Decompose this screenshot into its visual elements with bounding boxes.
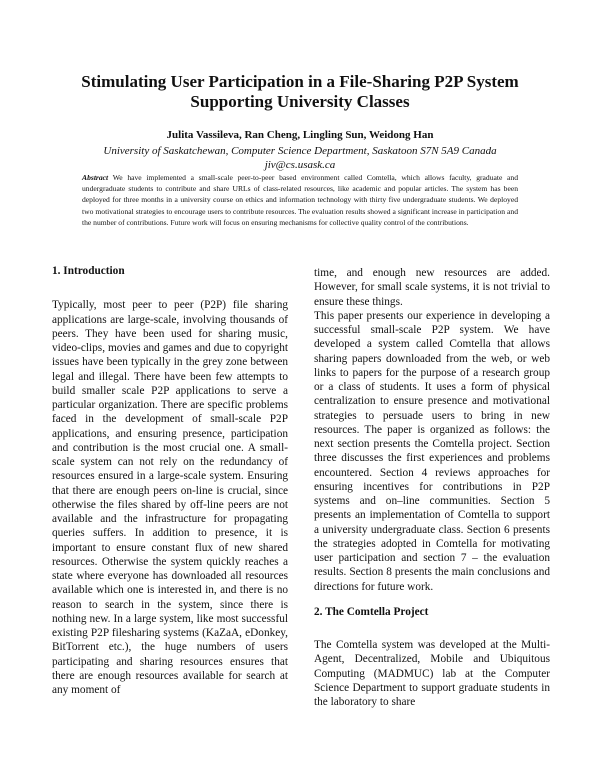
- introduction-paragraph: Typically, most peer to peer (P2P) file sharing applications are large-scale, involving thousands of peers. They have been used for sharing music, video-clips, movies and games and due to copyright issues have been typically in the grey zone between legal and illegal. There have been few attempts to build smaller scale P2P applications to serve a particular organization. There are specific problems faced in the development of small-scale P2P applications, and ensuring presence, participation and contribution is the most crucial one. A small-scale system can not rely on the redundancy of resources ensured in a large-scale system. Ensuring that there are enough peers on-line is crucial, since otherwise the files shared by off-line peers are not available and the infrastructure for propagating queries suffers. In addition to presence, it is important to ensure constant flux of new shared resources. Otherwise the system quickly reaches a state where everyone has downloaded all resources available which one is interested in, and there is no reason to search in the system, since there is nothing new. In a large system, like most successful existing P2P filesharing systems (KaZaA, eDonkey, BitTorrent etc.), the huge numbers of users participating and sharing resources ensures that there are enough resources available for search at any moment of: [52, 299, 288, 696]
- paper-title: Stimulating User Participation in a File-Sharing P2P System Supporting University Classes: [81, 72, 519, 111]
- paper-email: jiv@cs.usask.ca: [264, 159, 336, 171]
- left-column: [52, 264, 288, 697]
- section-heading-introduction: 1. Introduction: [52, 265, 125, 277]
- abstract-block: [82, 172, 518, 228]
- abstract-label: Abstract: [82, 173, 109, 182]
- paper-authors: Julita Vassileva, Ran Cheng, Lingling Sun, Weidong Han: [166, 129, 434, 141]
- abstract-text: We have implemented a small-scale peer-to-peer based environment called Comtella, which allows faculty, graduate and undergraduate students to contribute and share URLs of class-related resources, like academic and popular articles. The system has been deployed for three months in a university course on ethics and information technology with thirty five undergraduate students. We deployed two motivational strategies to encourage users to contribute resources. The evaluation results showed a significant increase in participation and the number of contributions. Future work will focus on ensuring mechanisms for collective quality control of the contributions.: [82, 173, 518, 227]
- comtella-paragraph: The Comtella system was developed at the Multi-Agent, Decentralized, Mobile and Ubiquitous Computing (MADMUC) lab at the Computer Science Department to support graduate students in the laboratory to share: [314, 639, 550, 708]
- right-column: [314, 266, 550, 709]
- introduction-outline-paragraph: This paper presents our experience in developing a successful small-scale P2P system. We have developed a system called Comtella that allows sharing papers downloaded from the web, or web links to papers for the purpose of a research group or a class of students. It uses a form of physical centralization to ensure presence and motivational strategies to persuade users to bring in new resources. The paper is organized as follows: the next section presents the Comtella project. Section three discusses the first experiences and problems encountered. Section 4 reviews approaches for ensuring incentives for contributions in P2P systems and on–line communities. Section 5 presents an implementation of Comtella to support a university undergraduate class. Section 6 presents the strategies adopted in Comtella for motivating user participation and section 7 – the evaluation results. Section 8 presents the main conclusions and directions for future work.: [314, 309, 550, 593]
- paper-affiliation: University of Saskatchewan, Computer Science Department, Saskatoon S7N 5A9 Canada: [103, 145, 497, 157]
- section-heading-comtella-project: 2. The Comtella Project: [314, 605, 429, 618]
- introduction-continued-paragraph: time, and enough new resources are added. However, for small scale systems, it is not trivial to ensure these things.: [314, 267, 550, 308]
